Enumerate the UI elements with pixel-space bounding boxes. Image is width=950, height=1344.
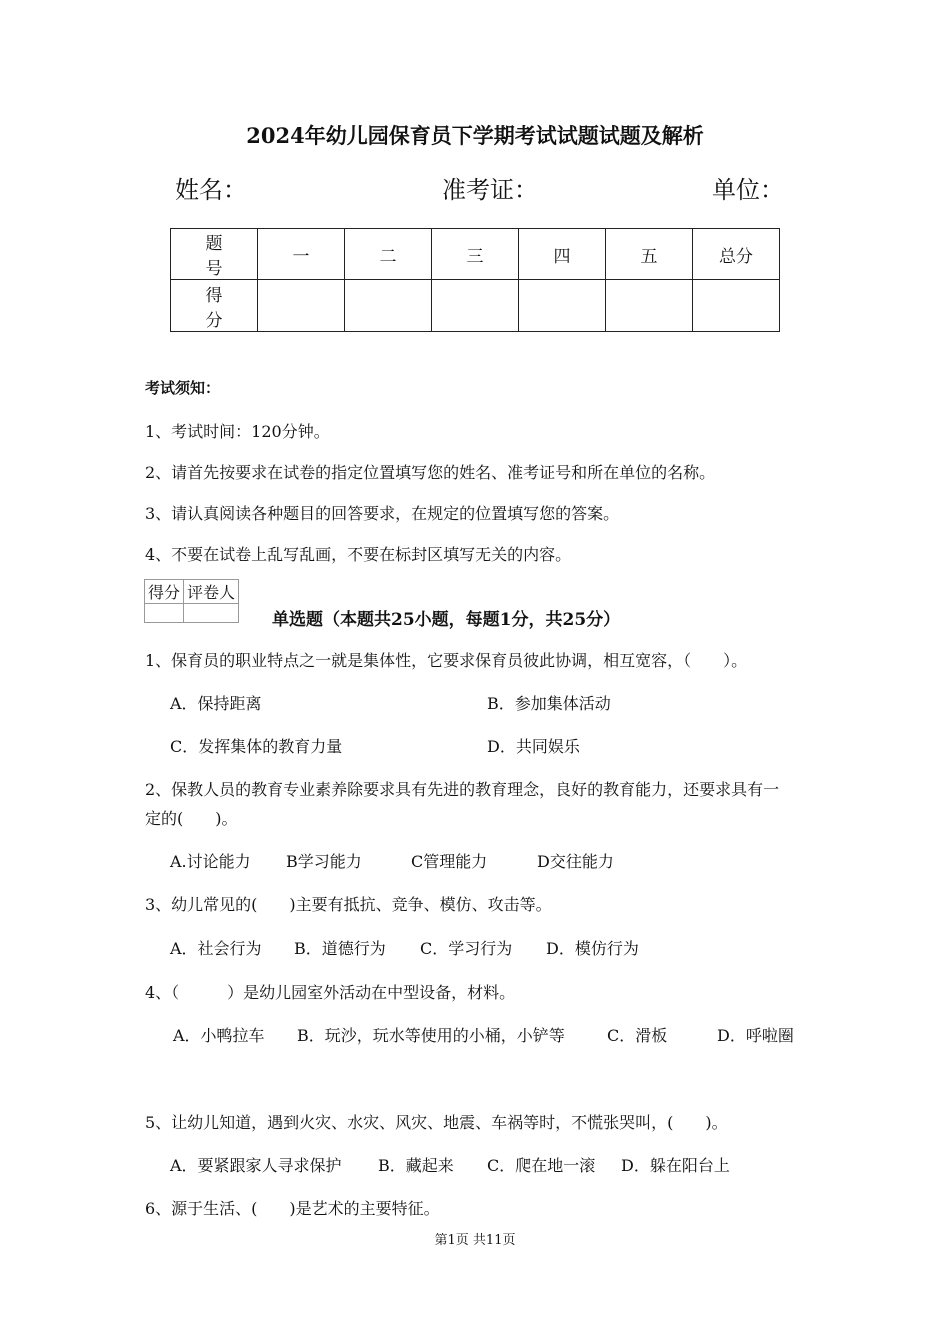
score-table-cell: 二: [345, 229, 432, 280]
score-table-score-row: [171, 280, 780, 332]
score-input-cell[interactable]: [693, 280, 780, 332]
grader-score-label: 得分: [145, 580, 184, 604]
question-stem: 2、保教人员的教育专业素养除要求具有先进的教育理念，良好的教育能力，还要求具有一: [145, 780, 780, 799]
question-stem: 4、（ ）是幼儿园室外活动在中型设备，材料。: [145, 983, 516, 1002]
option-d[interactable]: D．躲在阳台上: [621, 1156, 730, 1175]
score-table: [170, 228, 780, 332]
option-a[interactable]: A．社会行为: [170, 939, 262, 958]
option-c[interactable]: C．滑板: [607, 1026, 668, 1045]
grader-box: [144, 579, 239, 623]
option-b[interactable]: B学习能力: [286, 852, 362, 871]
note-item: 3、请认真阅读各种题目的回答要求，在规定的位置填写您的答案。: [145, 504, 620, 523]
option-c[interactable]: C．学习行为: [420, 939, 513, 958]
option-a[interactable]: A．小鸭拉车: [173, 1026, 265, 1045]
name-label: 姓名：: [175, 176, 247, 204]
option-b[interactable]: B．参加集体活动: [487, 694, 611, 713]
option-d[interactable]: D．共同娱乐: [487, 737, 580, 756]
option-a[interactable]: A.讨论能力: [170, 852, 251, 871]
option-c[interactable]: C．爬在地一滚: [487, 1156, 596, 1175]
option-d[interactable]: D．呼啦圈: [717, 1026, 794, 1045]
score-table-cell: 三: [432, 229, 519, 280]
question-stem: 5、让幼儿知道，遇到火灾、水灾、风灾、地震、车祸等时，不慌张哭叫，( )。: [145, 1113, 728, 1132]
grader-name-cell[interactable]: [184, 604, 239, 623]
option-a[interactable]: A．要紧跟家人寻求保护: [170, 1156, 342, 1175]
score-input-cell[interactable]: [258, 280, 345, 332]
question-stem: 1、保育员的职业特点之一就是集体性，它要求保育员彼此协调，相互宽容，（ ）。: [145, 651, 748, 670]
score-table-header-row: [171, 229, 780, 280]
option-c[interactable]: C管理能力: [411, 852, 488, 871]
unit-label: 单位：: [712, 176, 784, 204]
option-d[interactable]: D．模仿行为: [546, 939, 639, 958]
option-a[interactable]: A．保持距离: [170, 694, 262, 713]
option-b[interactable]: B．道德行为: [294, 939, 386, 958]
option-d[interactable]: D交往能力: [537, 852, 614, 871]
option-b[interactable]: B．玩沙，玩水等使用的小桶，小铲等: [297, 1026, 565, 1045]
score-input-cell[interactable]: [519, 280, 606, 332]
grader-score-cell[interactable]: [145, 604, 184, 623]
grader-name-label: 评卷人: [184, 580, 239, 604]
exam-id-label: 准考证：: [442, 176, 538, 204]
note-item: 4、不要在试卷上乱写乱画，不要在标封区填写无关的内容。: [145, 545, 572, 564]
option-b[interactable]: B．藏起来: [378, 1156, 454, 1175]
page-footer: 第1页 共11页: [434, 1233, 516, 1248]
question-stem: 6、源于生活、( )是艺术的主要特征。: [145, 1199, 440, 1218]
score-table-cell: 四: [519, 229, 606, 280]
score-input-cell[interactable]: [345, 280, 432, 332]
section-title: 单选题（本题共25小题，每题1分，共25分）: [272, 610, 621, 630]
score-table-cell: 一: [258, 229, 345, 280]
option-c[interactable]: C．发挥集体的教育力量: [170, 737, 343, 756]
notes-title: 考试须知：: [145, 379, 221, 397]
question-stem: 3、幼儿常见的( )主要有抵抗、竞争、模仿、攻击等。: [145, 895, 552, 914]
note-item: 1、考试时间：120分钟。: [145, 422, 330, 441]
score-input-cell[interactable]: [432, 280, 519, 332]
page-title: 2024年幼儿园保育员下学期考试试题试题及解析: [246, 123, 704, 148]
note-item: 2、请首先按要求在试卷的指定位置填写您的姓名、准考证号和所在单位的名称。: [145, 463, 716, 482]
score-table-cell: 题 号: [171, 229, 258, 280]
score-input-cell[interactable]: [606, 280, 693, 332]
question-stem-cont: 定的( )。: [145, 809, 238, 828]
score-table-cell: 总分: [693, 229, 780, 280]
score-table-cell: 五: [606, 229, 693, 280]
score-row-label: 得 分: [171, 280, 258, 332]
